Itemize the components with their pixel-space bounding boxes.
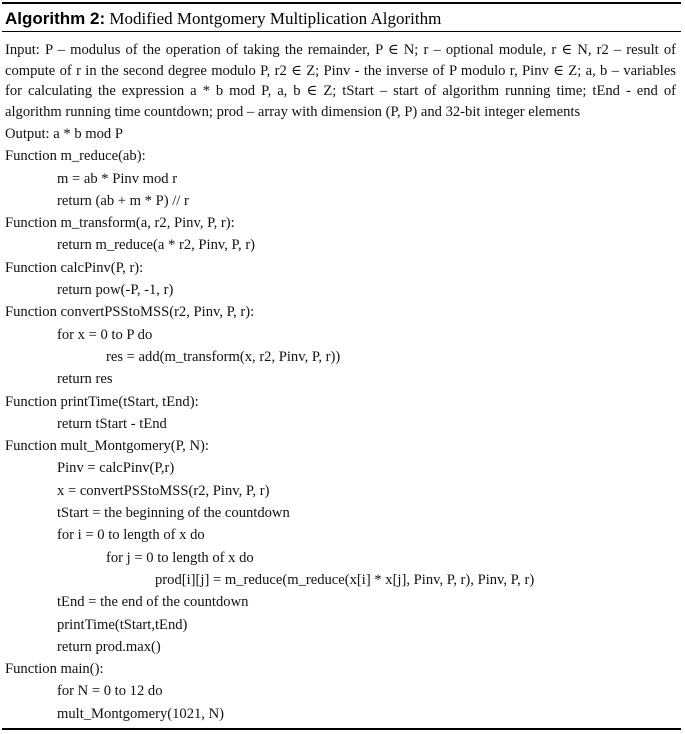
code-line: x = convertPSStoMSS(r2, Pinv, P, r)	[57, 482, 270, 499]
code-line: for j = 0 to length of x do	[106, 549, 254, 566]
code-line: tStart = the beginning of the countdown	[57, 505, 290, 522]
code-line: return pow(-P, -1, r)	[57, 282, 174, 299]
code-line: m = ab * Pinv mod r	[57, 170, 178, 187]
code-line: for N = 0 to 12 do	[57, 683, 163, 700]
algorithm-box	[2, 2, 681, 730]
algorithm-label: Algorithm 2:	[5, 9, 106, 28]
code-line: return m_reduce(a * r2, Pinv, P, r)	[57, 237, 256, 254]
code-line: return res	[57, 371, 113, 388]
output-line: Output: a * b mod P	[5, 126, 123, 142]
algorithm-body	[2, 32, 681, 725]
code-line: printTime(tStart,tEnd)	[57, 616, 188, 633]
code-line: Function calcPinv(P, r):	[5, 259, 144, 276]
code-line: for x = 0 to P do	[57, 326, 153, 343]
code-line: Function m_reduce(ab):	[5, 148, 146, 165]
code-line: Function convertPSStoMSS(r2, Pinv, P, r):	[5, 304, 255, 321]
input-description: Input: P – modulus of the operation of taking the remainder, P ∈ N; r – optional module, r ∈ N, r2 – result of compute of r in the second degree modulo P, r2 ∈ Z; Pinv - the inverse of P modulo r, Pinv ∈ Z; a, b – variables for calculating the expression a * b mod P, a, b ∈ Z; tStart – start of algorithm running time; tEnd - end of algorithm running time countdown; prod – array with dimension (P, P) and 32-bit integer elements	[5, 42, 676, 120]
code-line: Function printTime(tStart, tEnd):	[5, 393, 199, 410]
code-line: res = add(m_transform(x, r2, Pinv, P, r))	[106, 348, 341, 365]
code-line: Function m_transform(a, r2, Pinv, P, r):	[5, 215, 235, 232]
code-line: return (ab + m * P) // r	[57, 192, 189, 209]
code-line: mult_Montgomery(1021, N)	[57, 705, 225, 722]
code-line: return prod.max()	[57, 638, 161, 655]
code-line: return tStart - tEnd	[57, 415, 167, 432]
code-line: prod[i][j] = m_reduce(m_reduce(x[i] * x[j], Pinv, P, r), Pinv, P, r)	[155, 571, 535, 588]
code-line: Function mult_Montgomery(P, N):	[5, 438, 209, 455]
algorithm-header	[2, 4, 681, 32]
code-line: Pinv = calcPinv(P,r)	[57, 460, 175, 477]
algorithm-title: Modified Montgomery Multiplication Algorithm	[109, 9, 442, 28]
code-line: for i = 0 to length of x do	[57, 527, 205, 544]
code-line: Function main():	[5, 661, 104, 678]
code-line: tEnd = the end of the countdown	[57, 594, 249, 611]
